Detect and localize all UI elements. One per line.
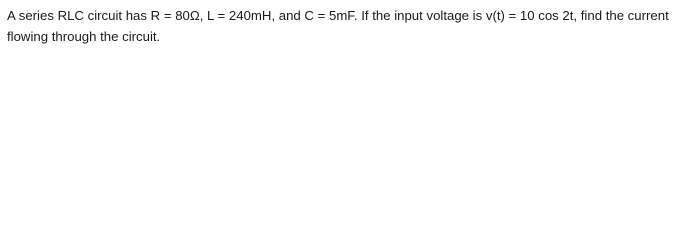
question-text: A series RLC circuit has R = 80Ω, L = 240mH, and C = 5mF. If the input voltage is v(t) = 10 cos 2t, find the current flowing through the circuit.	[7, 8, 669, 44]
